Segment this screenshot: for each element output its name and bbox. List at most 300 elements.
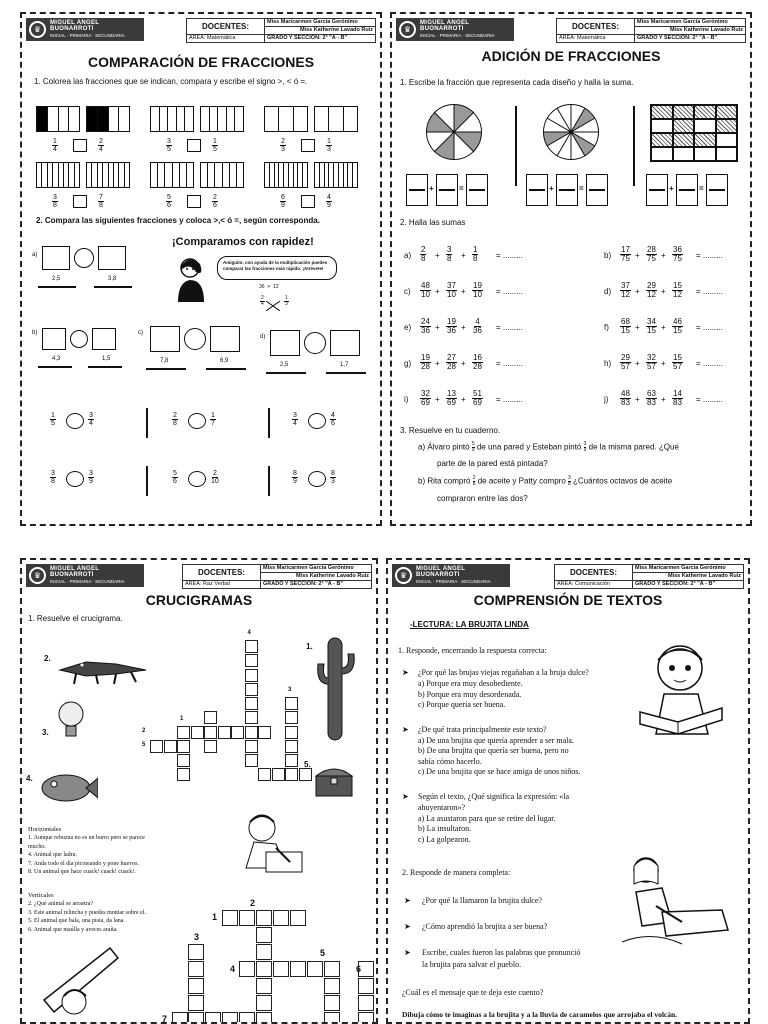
crossword-cell[interactable]: [245, 697, 258, 710]
equals-sign: =: [699, 184, 704, 193]
crossword-cell[interactable]: [222, 1012, 238, 1024]
sum-term: $\frac{36}{75}$: [673, 245, 682, 263]
instruction-1: 1. Resuelve el crucigrama.: [28, 614, 123, 623]
sum-term: $\frac{1}{8}$: [473, 245, 478, 263]
school-levels: INICIAL · PRIMARIA · SECUNDARIA: [50, 579, 125, 585]
answer-option[interactable]: a) Porque era muy desobediente.: [418, 679, 523, 688]
pic-number-1: 1.: [306, 642, 313, 651]
answer-option[interactable]: b) La insultaron.: [418, 824, 472, 833]
crossword-cell[interactable]: [188, 978, 204, 994]
grade-label: GRADO Y SECCIÓN: 2° "A - B": [261, 581, 372, 589]
crossword-cell[interactable]: [273, 910, 289, 926]
crossword-cell[interactable]: [164, 740, 177, 753]
item-label: a): [32, 252, 38, 258]
crossword-cell[interactable]: [299, 768, 312, 781]
crossword-cell[interactable]: [256, 1012, 272, 1024]
crossword-cell[interactable]: [245, 711, 258, 724]
header-table: [556, 18, 746, 43]
fraction-left: $\frac{3}{5}$: [167, 138, 171, 153]
sum-term: $\frac{15}{12}$: [673, 281, 682, 299]
divider: [515, 106, 517, 186]
cactus-icon: [312, 634, 358, 749]
crossword-cell[interactable]: [188, 1012, 204, 1024]
crossword-number: 1: [180, 715, 184, 722]
area-label: AREA: Comunicación: [555, 581, 633, 589]
answer-box[interactable]: [301, 139, 315, 152]
fraction-line: [266, 372, 306, 374]
compare-fraction-right: $\frac{3}{9}$: [89, 470, 93, 485]
crossword-cell[interactable]: [290, 910, 306, 926]
worksheet-adicion: [390, 12, 752, 526]
plus-sign: +: [661, 323, 666, 332]
numerator-box[interactable]: [98, 246, 126, 270]
boy-writing-icon: [226, 808, 306, 883]
crossword-cell[interactable]: [239, 910, 255, 926]
question: ¿De qué trata principalmente este texto?: [418, 724, 547, 734]
given-numerator: 1,7: [340, 362, 349, 368]
plus-sign: +: [435, 323, 440, 332]
compare-fraction-right: $\frac{3}{4}$: [89, 412, 93, 427]
equals-sign: =: [459, 184, 464, 193]
instruction-2: 2. Halla las sumas: [400, 218, 466, 227]
crossword-cell[interactable]: [205, 1012, 221, 1024]
teacher-2: Miss Katherine Lavado Ruiz: [633, 573, 744, 581]
crossword-cell[interactable]: [191, 726, 204, 739]
answer-blank[interactable]: = .........: [496, 323, 523, 332]
crossword-cell[interactable]: [273, 961, 289, 977]
page-title: CRUCIGRAMAS: [145, 592, 253, 608]
crossword-cell[interactable]: [258, 726, 271, 739]
vertical-clue: 6. Animal que maúlla y aveces araña.: [28, 926, 118, 933]
teacher-1: Miss Maricarmen García Gerónimo: [635, 19, 746, 27]
answer-blank[interactable]: = .........: [696, 287, 723, 296]
plus-sign: +: [635, 359, 640, 368]
crossword-cell[interactable]: [245, 754, 258, 767]
sum-term: $\frac{24}{36}$: [421, 317, 430, 335]
compare-sign-circle[interactable]: [188, 471, 206, 487]
numerator-box[interactable]: [92, 328, 116, 350]
sum-term: $\frac{19}{10}$: [473, 281, 482, 299]
sum-term: $\frac{48}{10}$: [421, 281, 430, 299]
fraction-bar[interactable]: [36, 162, 80, 188]
fraction-left: $\frac{6}{9}$: [281, 194, 285, 209]
crossword-cell[interactable]: [188, 995, 204, 1011]
compare-fraction-left: $\frac{3}{8}$: [51, 470, 55, 485]
crossword-cell[interactable]: [231, 726, 244, 739]
crossword-cell[interactable]: [150, 740, 163, 753]
sum-term: $\frac{32}{57}$: [647, 353, 656, 371]
grade-label: GRADO Y SECCIÓN: 2° "A - B": [633, 581, 744, 589]
fraction-3-8: $\frac{3}{8}$: [568, 475, 571, 487]
grid-design-3: [650, 104, 738, 162]
question: Según el texto, ¿Qué significa la expresión: «la: [418, 791, 570, 801]
equals-sign: =: [579, 184, 584, 193]
numerator-box[interactable]: [330, 330, 360, 356]
sum-label: c): [404, 287, 411, 296]
school-name: MIGUEL ANGEL BUONARROTI: [420, 20, 470, 33]
instruction-2: 2. Compara las siguientes fracciones y coloca >,< ó =, según corresponda.: [36, 216, 320, 225]
plus-sign: +: [661, 359, 666, 368]
plus-sign: +: [635, 323, 640, 332]
docentes-label: DOCENTES:: [557, 19, 635, 35]
instruction-1: 1. Responde, encerrando la respuesta correcta:: [398, 646, 547, 655]
answer-box[interactable]: [73, 195, 87, 208]
lightbulb-icon: [56, 700, 86, 747]
item-label: b): [32, 330, 38, 336]
divider: [268, 466, 270, 496]
answer-option[interactable]: c) De una brujita que se hace amiga de unos niños.: [418, 767, 581, 776]
compare-fraction-right: $\frac{8}{3}$: [331, 470, 335, 485]
plus-sign: +: [635, 395, 640, 404]
treasure-chest-icon: [314, 764, 354, 803]
worksheet-header: [26, 18, 376, 42]
pic-number-5: 5.: [304, 760, 311, 769]
crossword-cell[interactable]: [245, 683, 258, 696]
crossword-cell[interactable]: [177, 726, 190, 739]
given-numerator: 7,8: [160, 358, 169, 364]
crossword-cell[interactable]: [324, 961, 340, 977]
crossword-cell[interactable]: [307, 961, 323, 977]
answer-blank[interactable]: = .........: [696, 323, 723, 332]
compare-fraction-left: $\frac{1}{5}$: [51, 412, 55, 427]
teacher-2: Miss Katherine Lavado Ruiz: [261, 573, 372, 581]
fraction-bar[interactable]: [200, 106, 244, 132]
sum-term: $\frac{4}{36}$: [473, 317, 482, 335]
docentes-label: DOCENTES:: [183, 565, 261, 581]
crossword-cell[interactable]: [204, 726, 217, 739]
instruction-1: 1. Escribe la fracción que representa cada diseño y halla la suma.: [400, 78, 634, 87]
worksheet-comparacion: [20, 12, 382, 526]
fraction-5-9: $\frac{5}{9}$: [471, 441, 475, 453]
answer-option[interactable]: b) Porque era muy desordenada.: [418, 689, 522, 699]
crossword-cell[interactable]: [204, 740, 217, 753]
sum-label: i): [404, 395, 409, 404]
answer-option[interactable]: c) Porque quería ser buena.: [418, 700, 506, 709]
crossword-cell[interactable]: [177, 768, 190, 781]
plus-sign: +: [461, 251, 466, 260]
crossword-cell[interactable]: [285, 768, 298, 781]
fraction-bar[interactable]: [314, 106, 358, 132]
area-label: AREA: Raz Verbal: [183, 581, 261, 589]
school-logo: [396, 18, 514, 41]
answer-box[interactable]: [301, 195, 315, 208]
crossword-number: 3: [288, 687, 292, 693]
cross-product-a: 36: [259, 284, 265, 290]
boy-reading-icon: [626, 638, 736, 743]
crossword-cell[interactable]: [222, 910, 238, 926]
teacher-2: Miss Katherine Lavado Ruiz: [265, 27, 376, 35]
crossword-number: 5: [320, 948, 326, 958]
crossword-cell[interactable]: [285, 711, 298, 724]
sum-term: $\frac{37}{12}$: [621, 281, 630, 299]
sign-circle[interactable]: [304, 332, 326, 354]
fraction-bar[interactable]: [86, 162, 130, 188]
crossword-cell[interactable]: [245, 640, 258, 653]
crossword-cell[interactable]: [256, 995, 272, 1011]
teacher-2: Miss Katherine Lavado Ruiz: [635, 27, 746, 35]
crossword-cell[interactable]: [358, 995, 374, 1011]
sum-term: $\frac{34}{15}$: [647, 317, 656, 335]
crossword-cell[interactable]: [285, 726, 298, 739]
crossword-cell[interactable]: [290, 961, 306, 977]
numerator-box[interactable]: [42, 246, 70, 270]
sum-term: $\frac{27}{28}$: [447, 353, 456, 371]
fraction-bar[interactable]: [264, 162, 308, 188]
vertical-clues-title: Verticales: [28, 892, 54, 899]
fraction-line: [326, 372, 366, 374]
crossword-cell[interactable]: [172, 1012, 188, 1024]
sum-term: $\frac{19}{28}$: [421, 353, 430, 371]
numerator-box[interactable]: [270, 330, 300, 356]
sum-term: $\frac{16}{28}$: [473, 353, 482, 371]
crossword-cell[interactable]: [256, 978, 272, 994]
plus-sign: +: [461, 287, 466, 296]
sum-term: $\frac{48}{83}$: [621, 389, 630, 407]
divider: [633, 106, 635, 186]
crossword-cell[interactable]: [285, 740, 298, 753]
answer-box[interactable]: [187, 195, 201, 208]
worksheet-header: [26, 564, 372, 588]
docentes-label: DOCENTES:: [555, 565, 633, 581]
speech-bubble: Amiguito, con ayuda de la multiplicación puedes comparar las fracciones más rápido. ¡Atrévete!: [217, 256, 337, 280]
crossword-cell[interactable]: [324, 995, 340, 1011]
sign-circle[interactable]: [184, 328, 206, 350]
fraction-line: [709, 189, 725, 191]
answer-option[interactable]: a) De una brujita que quería aprender a ser mala.: [418, 735, 574, 745]
answer-blank[interactable]: = .........: [696, 359, 723, 368]
bullet-arrow-icon: ➤: [402, 668, 409, 677]
fraction-bar[interactable]: [200, 162, 244, 188]
compare-fraction-right: $\frac{1}{7}$: [211, 412, 215, 427]
divider: [146, 466, 148, 496]
crossword-cell[interactable]: [358, 1012, 374, 1024]
crossword-cell[interactable]: [218, 726, 231, 739]
fraction-right: $\frac{7}{8}$: [99, 194, 103, 209]
problem-b-line1: b) Rita compró $\frac{2}{8}$ de aceite y Patty compro $\frac{3}{8}$ ¿Cuántos octavos de aceite: [418, 475, 673, 487]
crossword-number: 1: [212, 912, 218, 922]
sum-label: h): [604, 359, 612, 368]
open-question-1: ¿Por qué la llamaron la brujita dulce?: [422, 896, 542, 905]
sum-term: $\frac{19}{36}$: [447, 317, 456, 335]
crossword-cell[interactable]: [188, 944, 204, 960]
vertical-clue: 5. El animal que bala, una pista, da lana.: [28, 918, 125, 924]
sum-term: $\frac{2}{8}$: [421, 245, 426, 263]
crossword-number: 6: [356, 964, 362, 974]
crossword-cell[interactable]: [177, 754, 190, 767]
answer-option[interactable]: a) La asustaron para que se retire del lugar.: [418, 813, 556, 823]
teacher-1: Miss Maricarmen García Gerónimo: [633, 565, 744, 573]
worksheet-crucigramas: [20, 558, 378, 1024]
bullet-arrow-icon: ➤: [404, 948, 411, 957]
fraction-line: [94, 286, 132, 288]
fraction-right: $\frac{1}{3}$: [327, 138, 331, 153]
answer-option[interactable]: b) De una brujita que quería ser buena, pero no: [418, 746, 569, 755]
fraction-line: [529, 189, 545, 191]
crossword-cell[interactable]: [258, 768, 271, 781]
sum-term: $\frac{17}{75}$: [621, 245, 630, 263]
compare-sign-circle[interactable]: [66, 471, 84, 487]
fraction-line: [469, 189, 485, 191]
school-logo: [26, 564, 144, 587]
fraction-bar[interactable]: [150, 162, 194, 188]
crossword-cell[interactable]: [285, 754, 298, 767]
header-table: [182, 564, 372, 589]
school-logo: [392, 564, 510, 587]
compare-fraction-left: $\frac{8}{9}$: [293, 470, 297, 485]
fraction-right: $\frac{2}{4}$: [99, 138, 103, 153]
school-name: MIGUEL ANGEL BUONARROTI: [416, 566, 466, 579]
compare-fraction-right: $\frac{2}{10}$: [211, 470, 219, 485]
compare-fraction-left: $\frac{2}{8}$: [173, 412, 177, 427]
cross-product-b: 12: [273, 284, 279, 290]
answer-box[interactable]: [73, 139, 87, 152]
fraction-line: [679, 189, 695, 191]
numerator-box[interactable]: [210, 326, 240, 352]
fraction-bar[interactable]: [264, 106, 308, 132]
answer-box[interactable]: [187, 139, 201, 152]
horizontal-clue: 4. Animal que ladra.: [28, 852, 77, 858]
header-table: [554, 564, 744, 589]
crossword-cell[interactable]: [256, 944, 272, 960]
answer-blank[interactable]: = .........: [696, 251, 723, 260]
crossword-cell[interactable]: [324, 1012, 340, 1024]
plus-sign: +: [435, 287, 440, 296]
fraction-line: [146, 368, 186, 370]
compare-sign-circle[interactable]: [66, 413, 84, 429]
bullet-arrow-icon: ➤: [404, 922, 411, 931]
crossword-cell[interactable]: [324, 978, 340, 994]
crossword-cell[interactable]: [245, 726, 258, 739]
sum-label: e): [404, 323, 412, 332]
bullet-arrow-icon: ➤: [404, 896, 411, 905]
answer-blank[interactable]: = .........: [696, 395, 723, 404]
crocodile-icon: [56, 648, 156, 693]
compare-sign-circle[interactable]: [188, 413, 206, 429]
answer-option[interactable]: sabía cómo hacerlo.: [418, 756, 482, 766]
fraction-line: [649, 189, 665, 191]
crossword-cell[interactable]: [285, 697, 298, 710]
area-label: AREA: Matemática: [557, 35, 635, 43]
crossword-cell[interactable]: [256, 910, 272, 926]
given-numerator: 4,3: [52, 356, 61, 362]
sign-circle[interactable]: [74, 248, 94, 268]
answer-blank[interactable]: = .........: [496, 359, 523, 368]
pic-number-2: 2.: [44, 654, 51, 663]
sum-label: j): [604, 395, 609, 404]
crossword-cell[interactable]: [188, 961, 204, 977]
school-name: MIGUEL ANGEL BUONARROTI: [50, 566, 100, 579]
crossword-cell[interactable]: [245, 669, 258, 682]
school-levels: INICIAL · PRIMARIA · SECUNDARIA: [420, 33, 495, 39]
fraction-bar[interactable]: [314, 162, 358, 188]
school-logo: [26, 18, 144, 41]
given-numerator: 6,9: [220, 358, 229, 364]
fraction-line: [38, 286, 76, 288]
instruction-2: 2. Responde de manera completa:: [402, 868, 511, 877]
crossword-cell[interactable]: [239, 1012, 255, 1024]
pic-number-3: 3.: [42, 728, 49, 737]
sum-term: $\frac{28}{75}$: [647, 245, 656, 263]
worksheet-comprension: [386, 558, 750, 1024]
cross-fraction-a: $\frac{2}{4}$: [261, 295, 264, 307]
crossword-cell[interactable]: [358, 978, 374, 994]
horizontal-clues-title: Horizontales: [28, 826, 62, 833]
problem-b-line2: compraron entre las dos?: [437, 494, 528, 503]
fraction-right: $\frac{1}{5}$: [213, 138, 217, 153]
horizontal-clue: mucho.: [28, 843, 46, 850]
sum-label: d): [604, 287, 612, 296]
crossword-cell[interactable]: [177, 740, 190, 753]
divider: [268, 408, 270, 438]
horizontal-clue: 7. Anda todo el día picoteando y pone huevos.: [28, 860, 139, 867]
school-seal-icon: ♛: [29, 567, 46, 584]
vertical-clue: 2. ¿Qué animal se arrastra?: [28, 901, 94, 907]
crossword-cell[interactable]: [239, 961, 255, 977]
crossword-number: 4: [230, 964, 236, 974]
cross-arrows-icon: [266, 298, 280, 316]
sum-term: $\frac{51}{69}$: [473, 389, 482, 407]
teacher-1: Miss Maricarmen García Gerónimo: [265, 19, 376, 27]
plus-sign: +: [429, 184, 434, 193]
fraction-left: $\frac{1}{4}$: [53, 138, 57, 153]
crossword-cell[interactable]: [256, 927, 272, 943]
numerator-box[interactable]: [150, 326, 180, 352]
answer-blank[interactable]: = .........: [496, 251, 523, 260]
compare-sign-circle[interactable]: [308, 471, 326, 487]
sum-term: $\frac{46}{15}$: [673, 317, 682, 335]
fraction-line: [559, 189, 575, 191]
compare-sign-circle[interactable]: [308, 413, 326, 429]
given-numerator: 1,5: [102, 356, 111, 362]
item-label: d): [260, 334, 266, 340]
compare-fraction-left: $\frac{5}{6}$: [173, 470, 177, 485]
answer-blank[interactable]: = .........: [496, 287, 523, 296]
plus-sign: +: [635, 287, 640, 296]
crossword-cell[interactable]: [272, 768, 285, 781]
school-levels: INICIAL · PRIMARIA · SECUNDARIA: [50, 33, 125, 39]
header-table: [186, 18, 376, 43]
crossword-cell[interactable]: [245, 654, 258, 667]
fraction-line: [589, 189, 605, 191]
school-seal-icon: ♛: [399, 21, 416, 38]
fraction-bar[interactable]: [36, 106, 80, 132]
question-cont: ahuyentaron»?: [418, 802, 466, 812]
fraction-bar[interactable]: [86, 106, 130, 132]
horizontal-clue: 8. Un animal que hace cuack! cuack! cuack!.: [28, 869, 136, 875]
problem-a-line2: parte de la pared está pintada?: [437, 459, 548, 468]
plus-sign: +: [635, 251, 640, 260]
crossword-cell[interactable]: [204, 711, 217, 724]
sum-term: $\frac{13}{69}$: [447, 389, 456, 407]
crossword-cell[interactable]: [256, 961, 272, 977]
fraction-bar[interactable]: [150, 106, 194, 132]
answer-option[interactable]: c) La golpearon.: [418, 834, 471, 844]
worksheet-header: [392, 564, 744, 588]
page-title: COMPRENSIÓN DE TEXTOS: [473, 592, 663, 608]
fraction-line: [439, 189, 455, 191]
crossword-number: 5: [142, 741, 146, 748]
answer-blank[interactable]: = .........: [496, 395, 523, 404]
page-title: ADICIÓN DE FRACCIONES: [481, 48, 661, 64]
question: ¿Por qué las brujas viejas regañaban a la bruja dulce?: [418, 668, 589, 677]
sign-circle[interactable]: [70, 330, 88, 348]
numerator-box[interactable]: [42, 328, 66, 350]
sum-label: g): [404, 359, 412, 368]
divider: [146, 408, 148, 438]
fish-toy-icon: [38, 766, 98, 811]
crossword-cell[interactable]: [245, 740, 258, 753]
plus-sign: +: [669, 184, 674, 193]
